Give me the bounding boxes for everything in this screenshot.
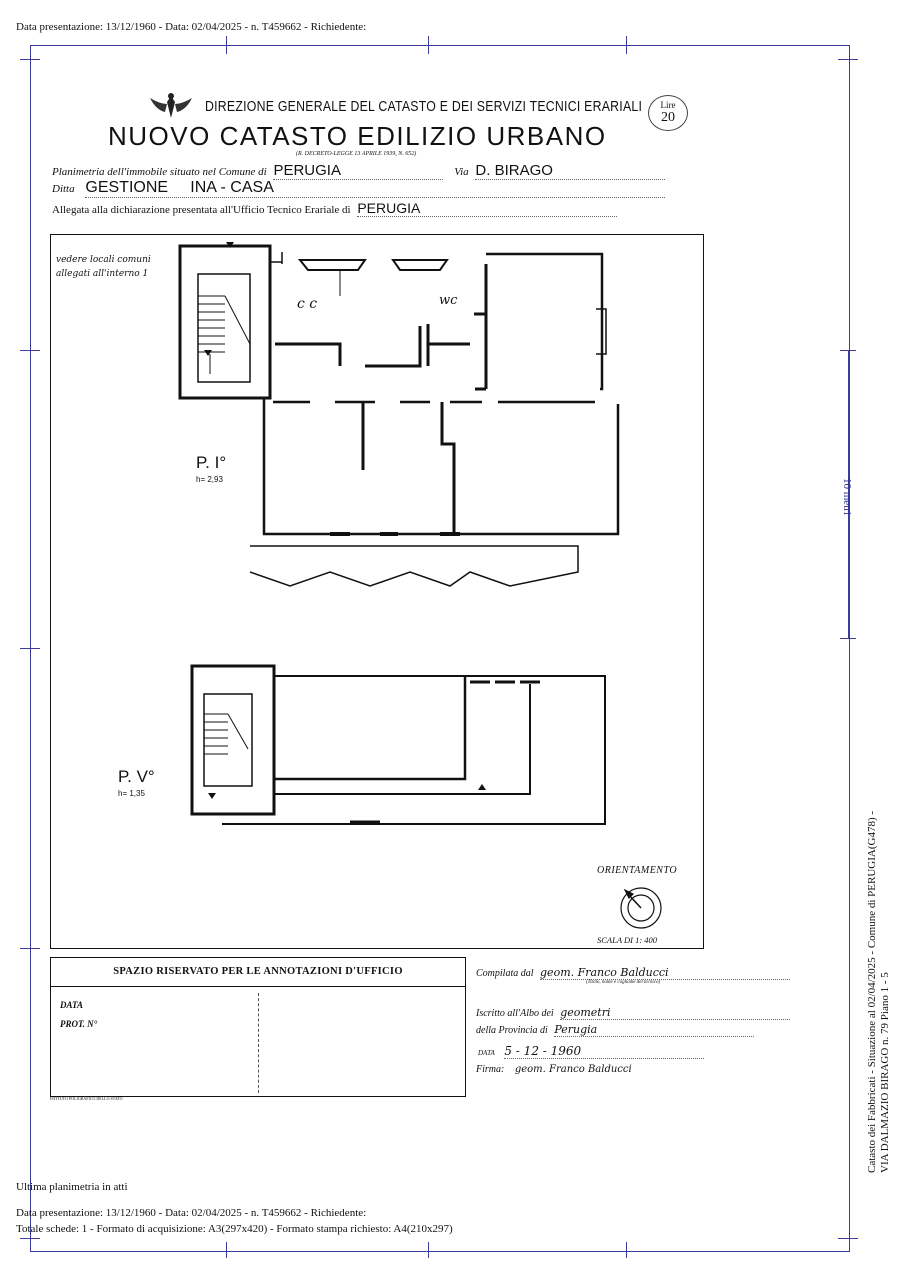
floor-plan-drawing [50, 234, 702, 947]
form-title: NUOVO CATASTO EDILIZIO URBANO [108, 121, 607, 151]
floor5-label: P. V° [118, 767, 155, 786]
compilata-sub: (Titolo, nome e cognome del tecnico) [586, 980, 661, 985]
room-wc-label: wc [439, 293, 458, 308]
footer-ultima: Ultima planimetria in atti [16, 1181, 128, 1193]
ufficio-value: PERUGIA [357, 200, 617, 217]
decree-line: (R. DECRETO-LEGGE 13 APRILE 1939, N. 652) [296, 151, 417, 157]
frame-tick [20, 350, 40, 351]
ditta-value: GESTIONE INA - CASA [85, 179, 665, 198]
plan-note-line1: vedere locali comuni [56, 255, 151, 265]
side-info-line1: Catasto dei Fabbricati - Situazione al 02/04/2025 - Comune di PERUGIA(G478) - [866, 810, 878, 1173]
floor1-label: P. I° [196, 453, 227, 472]
allegata-row [52, 200, 617, 217]
compilata-label: Compilata dal [476, 968, 534, 979]
frame-tick [626, 1242, 627, 1258]
via-value: D. BIRAGO [475, 162, 665, 180]
ann-prot-label: PROT. N° [60, 1019, 98, 1029]
frame-tick [20, 59, 40, 60]
ditta-row [52, 179, 665, 198]
provincia-row [476, 1023, 754, 1037]
side-info [866, 811, 892, 1173]
ann-divider [258, 993, 260, 1093]
stamp-value: 20 [661, 110, 675, 125]
emblem-icon [148, 92, 194, 122]
iscritto-label: Iscritto all'Albo dei [476, 1008, 554, 1019]
stamp-lire: Lire [660, 100, 676, 110]
footer-line2: Totale schede: 1 - Formato di acquisizione: A3(297x420) - Formato stampa richiesto: A4(210x297) [16, 1223, 453, 1235]
scale-bar-end [840, 638, 856, 639]
compilata-value: geom. Franco Balducci [540, 966, 790, 980]
firma-row [476, 1064, 632, 1075]
firma-value: geom. Franco Balducci [514, 1064, 632, 1075]
footer-line1: Data presentazione: 13/12/1960 - Data: 02/04/2025 - n. T459662 - Richiedente: [16, 1207, 367, 1219]
side-info-line2: VIA DALMAZIO BIRAGO n. 79 Piano 1 - 5 [879, 972, 891, 1173]
frame-tick [20, 1238, 40, 1239]
plan-note-line2: allegati all'interno 1 [56, 269, 149, 279]
comune-value: PERUGIA [273, 162, 443, 180]
scala-label: SCALA DI 1: 400 [597, 935, 658, 945]
iscritto-value: geometri [560, 1006, 790, 1020]
provincia-label: della Provincia di [476, 1025, 548, 1036]
ditta-label: Ditta [52, 183, 75, 195]
frame-tick [226, 36, 227, 54]
via-label: Via [454, 166, 469, 178]
compilata-row [476, 966, 790, 980]
frame-tick [226, 1242, 227, 1258]
stamp [648, 95, 688, 131]
floor1-height: h= 2,93 [196, 475, 223, 484]
printer-note: ISTITUTO POLIGRAFICO DELLO STATO [50, 1096, 123, 1101]
header-line: Data presentazione: 13/12/1960 - Data: 02/04/2025 - n. T459662 - Richiedente: [16, 21, 367, 33]
frame-tick [838, 59, 858, 60]
frame-tick [626, 36, 627, 54]
date-row [478, 1044, 704, 1059]
direzione-heading: DIREZIONE GENERALE DEL CATASTO E DEI SERVIZI TECNICI ERARIALI [205, 98, 643, 115]
provincia-value: Perugia [554, 1023, 754, 1037]
scale-bar-end [840, 350, 856, 351]
floor5-height: h= 1,35 [118, 789, 145, 798]
scale-label: 10 metri [841, 478, 853, 515]
frame-tick [838, 1238, 858, 1239]
room-cc-label: c c [297, 296, 318, 312]
iscritto-row [476, 1006, 790, 1020]
frame-tick [20, 648, 40, 649]
date-value: 5 - 12 - 1960 [504, 1044, 704, 1059]
orientamento-label: ORIENTAMENTO [597, 865, 678, 876]
ann-data-label: DATA [60, 1000, 84, 1010]
planimetria-label: Planimetria dell'immobile situato nel Comune di [52, 166, 267, 178]
frame-tick [428, 36, 429, 54]
allegata-label: Allegata alla dichiarazione presentata all'Ufficio Tecnico Erariale di [52, 204, 351, 216]
planimetria-row [52, 162, 665, 180]
frame-tick [20, 948, 40, 949]
firma-label: Firma: [476, 1064, 505, 1075]
date-label: DATA [478, 1049, 495, 1057]
frame-tick [428, 1242, 429, 1258]
annotations-header: SPAZIO RISERVATO PER LE ANNOTAZIONI D'UFFICIO [51, 958, 465, 987]
